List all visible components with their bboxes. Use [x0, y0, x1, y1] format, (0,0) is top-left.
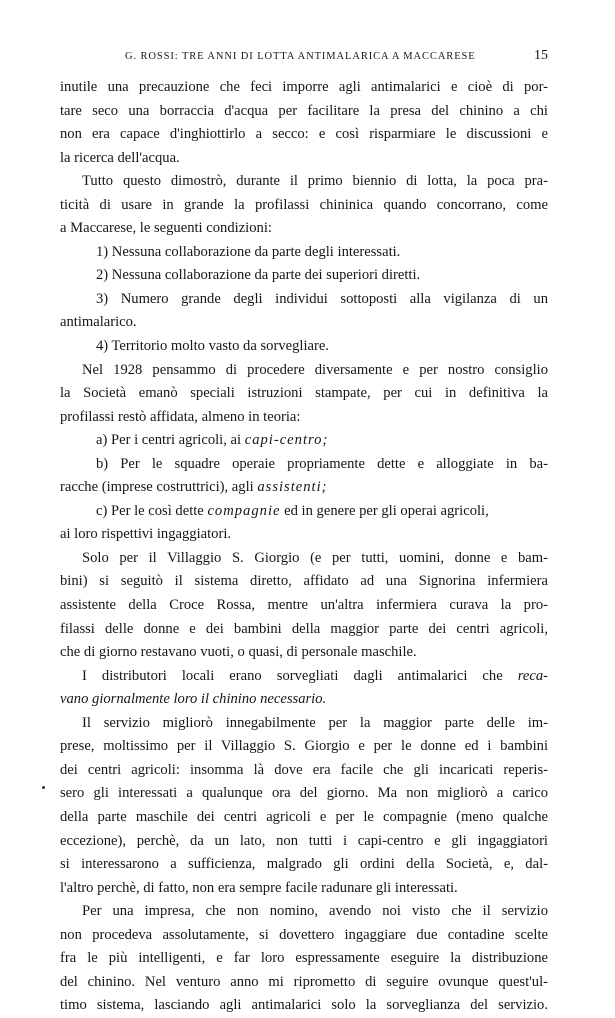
text-line: bini) si seguitò il sistema diretto, affidato ad una Signorina infermiera [60, 573, 548, 590]
text-line: fra le più intelligenti, e far loro espressamente eseguire la distribuzione [60, 950, 548, 967]
text-line: la ricerca dell'acqua. [60, 149, 180, 166]
text-line: Tutto questo dimostrò, durante il primo biennio di lotta, la poca pra- [82, 173, 548, 190]
text-line: si interessarono a sufficienza, malgrado gli ordini della Società, e, dal- [60, 856, 548, 873]
list-item-text: ed in genere per gli operai agricoli, [280, 502, 489, 519]
list-item [60, 500, 548, 524]
text-line: dei centri agricoli: insomma là dove era facile che gli incaricati reperis- [60, 761, 548, 778]
text-line: ticità di usare in grande la profilassi chininica quando concorrano, come [60, 196, 548, 213]
text-line: della parte maschile dei centri agricoli e per le compagnie (meno qualche [60, 808, 548, 825]
list-item: 3) Numero grande degli individui sottoposti alla vigilanza di un [96, 290, 548, 307]
list-item-text: racche (imprese costruttrici), agli [60, 479, 258, 496]
margin-mark [42, 786, 45, 789]
list-item-continuation [60, 476, 548, 500]
text-line: profilassi restò affidata, almeno in teoria: [60, 408, 301, 425]
text-emphasis-line: vano giornalmente loro il chinino necessario. [60, 691, 327, 708]
text-line: Per una impresa, che non nomino, avendo noi visto che il servizio [82, 903, 548, 920]
text-line: inutile una precauzione che feci imporre agli antimalarici e cioè di por- [60, 79, 548, 95]
text-line: timo sistema, lasciando agli antimalarici solo la sorveglianza del servizio. [60, 997, 548, 1014]
text-line: tare seco una borraccia d'acqua per facilitare la presa del chinino a chi [60, 102, 548, 119]
text-line: Il servizio migliorò innegabilmente per la maggior parte delle im- [82, 714, 548, 731]
text-line: non procedeva assolutamente, si dovettero ingaggiare due contadine scelte [60, 926, 548, 943]
text-emphasis: reca- [517, 667, 548, 684]
list-item [60, 429, 548, 453]
list-item-text: c) Per le così dette [96, 502, 208, 519]
text-line: eccezione), perchè, da un lato, non tutti i capi-centro e gli ingaggiatori [60, 832, 548, 849]
list-item-text: a) Per i centri agricoli, ai [96, 432, 245, 449]
text-line: a Maccarese, le seguenti condizioni: [60, 220, 272, 237]
text-line: Nel 1928 pensammo di procedere diversamente e per nostro consiglio [82, 361, 548, 378]
text-line: prese, moltissimo per il Villaggio S. Giorgio e per le donne ed i bambini [60, 738, 548, 755]
list-item: 4) Territorio molto vasto da sorvegliare. [96, 338, 329, 355]
text-line: non era capace d'inghiottirlo a secco: e così risparmiare le discussioni e [60, 126, 548, 143]
list-item-emphasis: compagnie [207, 502, 281, 519]
text-line: del chinino. Nel venturo anno mi riprometto di seguire ovunque quest'ul- [60, 973, 548, 990]
page-number: 15 [534, 48, 548, 63]
text-line: sero gli interessati a qualunque ora del giorno. Ma non migliorò a carico [60, 785, 548, 802]
text-run: I distributori locali erano sorvegliati dagli antimalarici che [82, 667, 518, 684]
text-line: assistente della Croce Rossa, mentre un'altra infermiera curava la pro- [60, 597, 548, 614]
text-line: filassi delle donne e dei bambini della maggior parte dei centri agricoli, [60, 620, 548, 637]
list-item: 1) Nessuna collaborazione da parte degli interessati. [96, 243, 401, 260]
text-line: che di giorno restavano vuoti, o quasi, di personale maschile. [60, 644, 417, 661]
text-line: l'altro perchè, di fatto, non era sempre facile radunare gli interessati. [60, 879, 458, 896]
list-item-continuation: antimalarico. [60, 314, 137, 331]
list-item-continuation: ai loro rispettivi ingaggiatori. [60, 526, 232, 543]
text-line: la Società emanò speciali istruzioni stampate, per cui in definitiva la [60, 385, 548, 402]
body-text [60, 76, 548, 1018]
list-item-emphasis: assistenti; [257, 479, 328, 496]
list-item: 2) Nessuna collaborazione da parte dei superiori diretti. [96, 267, 421, 284]
text-line [60, 665, 548, 689]
running-head: G. ROSSI: TRE ANNI DI LOTTA ANTIMALARICA A MACCARESE [125, 51, 476, 62]
list-item: b) Per le squadre operaie propriamente dette e alloggiate in ba- [96, 455, 548, 472]
text-line: Solo per il Villaggio S. Giorgio (e per tutti, uomini, donne e bam- [82, 549, 548, 566]
page-header [60, 48, 548, 70]
list-item-emphasis: capi-centro; [244, 432, 329, 449]
